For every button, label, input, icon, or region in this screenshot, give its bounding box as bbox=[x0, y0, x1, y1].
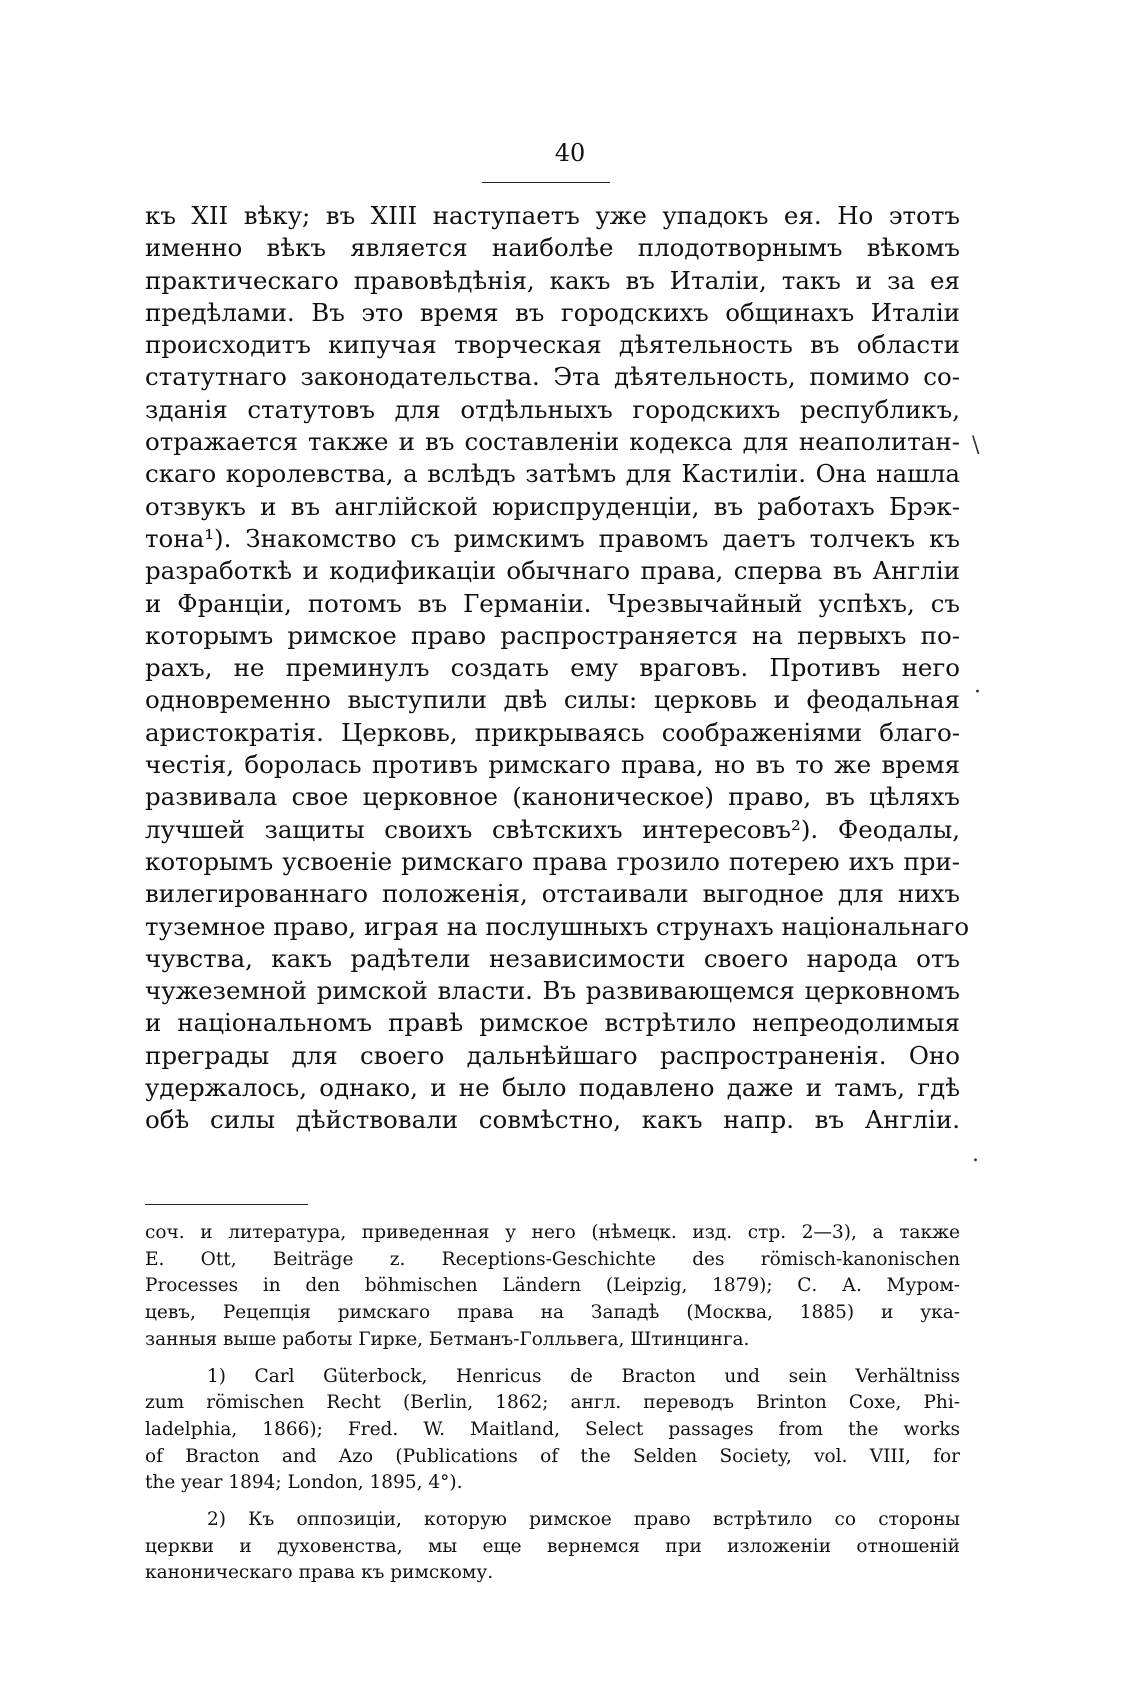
body-line: лучшей защиты своихъ свѣтскихъ интересовъ²). Феодалы, bbox=[145, 814, 960, 844]
body-line: которымъ римское право распространяется на первыхъ по- bbox=[145, 620, 960, 650]
footnote-line: ladelphia, 1866); Fred. W. Maitland, Select passages from the works bbox=[145, 1418, 960, 1440]
page-number: 40 bbox=[554, 139, 586, 167]
footnote-line: of Bracton and Azo (Publications of the Selden Society, vol. VIII, for bbox=[145, 1445, 960, 1467]
body-line: практическаго правовѣдѣнія, какъ въ Италіи, такъ и за ея bbox=[145, 265, 960, 295]
margin-mark: . bbox=[972, 1142, 979, 1167]
body-line: именно вѣкъ является наиболѣе плодотворнымъ вѣкомъ bbox=[145, 233, 960, 263]
body-line: вилегированнаго положенія, отстаивали выгодное для нихъ bbox=[145, 879, 960, 909]
body-line: обѣ силы дѣйствовали совмѣстно, какъ напр. въ Англіи. bbox=[145, 1105, 960, 1135]
body-line: честія, боролась противъ римскаго права, но въ то же время bbox=[145, 750, 960, 780]
body-line: чужеземной римской власти. Въ развивающемся церковномъ bbox=[145, 976, 960, 1006]
footnote-line: 2) Къ оппозиціи, которую римское право встрѣтило со стороны bbox=[207, 1509, 960, 1531]
footnote-line: каноническаго права къ римскому. bbox=[145, 1562, 494, 1584]
body-line: отражается также и въ составленіи кодекса для неаполитан- bbox=[145, 427, 960, 457]
footnote-line: церкви и духовенства, мы еще вернемся при изложеніи отношеній bbox=[145, 1535, 960, 1557]
body-line: преграды для своего дальнѣйшаго распространенія. Оно bbox=[145, 1040, 960, 1070]
footnote-line: the year 1894; London, 1895, 4°). bbox=[145, 1472, 463, 1494]
body-line: которымъ усвоеніе римскаго права грозило потерею ихъ при- bbox=[145, 846, 960, 876]
body-line: чувства, какъ радѣтели независимости своего народа отъ bbox=[145, 943, 960, 973]
footnote-line: занныя выше работы Гирке, Бетманъ-Голльвега, Штинцинга. bbox=[145, 1328, 750, 1350]
body-line: туземное право, играя на послушныхъ струнахъ національнаго bbox=[145, 911, 970, 941]
body-line: отзвукъ и въ англійской юриспруденціи, въ работахъ Брэк- bbox=[145, 491, 960, 521]
margin-mark: \ bbox=[972, 433, 980, 458]
body-line: и Франціи, потомъ въ Германіи. Чрезвычайный успѣхъ, съ bbox=[145, 588, 960, 618]
body-text bbox=[145, 200, 970, 1137]
body-line: статутнаго законодательства. Эта дѣятельность, помимо со- bbox=[145, 362, 960, 392]
footnote-line: zum römischen Recht (Berlin, 1862; англ. переводъ Brinton Coxe, Phi- bbox=[145, 1392, 960, 1414]
body-line: зданія статутовъ для отдѣльныхъ городскихъ республикъ, bbox=[145, 394, 960, 424]
header-rule bbox=[482, 182, 610, 183]
body-line: аристократія. Церковь, прикрываясь соображеніями благо- bbox=[145, 717, 960, 747]
footnote-line: E. Ott, Beiträge z. Receptions-Geschichte des römisch-kanonischen bbox=[145, 1248, 960, 1270]
footnote-rule bbox=[145, 1204, 308, 1205]
body-line: одновременно выступили двѣ силы: церковь и феодальная bbox=[145, 685, 960, 715]
footnote-line: цевъ, Рецепція римскаго права на Западѣ (Москва, 1885) и ука- bbox=[145, 1302, 960, 1324]
body-line: удержалось, однако, и не было подавлено даже и тамъ, гдѣ bbox=[145, 1073, 960, 1103]
footnotes bbox=[145, 1220, 960, 1587]
body-line: рахъ, не преминулъ создать ему враговъ. Противъ него bbox=[145, 653, 960, 683]
footnote-line: Processes in den böhmischen Ländern (Leipzig, 1879); С. А. Муром- bbox=[145, 1275, 960, 1297]
footnote-1 bbox=[145, 1364, 960, 1498]
footnote-line: соч. и литература, приведенная у него (нѣмецк. изд. стр. 2—3), а также bbox=[145, 1222, 960, 1243]
body-line: скаго королевства, а вслѣдъ затѣмъ для Кастиліи. Она нашла bbox=[145, 459, 960, 489]
footnote-line: 1) Carl Güterbock, Henricus de Bracton und sein Verhältniss bbox=[207, 1365, 960, 1387]
footnote-continuation bbox=[145, 1220, 960, 1354]
body-line: предѣлами. Въ это время въ городскихъ общинахъ Италіи bbox=[145, 297, 960, 327]
body-line: происходитъ кипучая творческая дѣятельность въ области bbox=[145, 330, 960, 360]
body-line: тона¹). Знакомство съ римскимъ правомъ даетъ толчекъ къ bbox=[145, 523, 960, 553]
footnote-2 bbox=[145, 1507, 960, 1587]
body-line: и національномъ правѣ римское встрѣтило непреодолимыя bbox=[145, 1008, 960, 1038]
margin-mark: · bbox=[974, 680, 981, 705]
body-line: къ XII вѣку; въ XIII наступаетъ уже упадокъ ея. Но этотъ bbox=[145, 201, 960, 230]
body-line: разработкѣ и кодификаціи обычнаго права, сперва въ Англіи bbox=[145, 556, 960, 586]
body-line: развивала свое церковное (каноническое) право, въ цѣляхъ bbox=[145, 782, 960, 812]
